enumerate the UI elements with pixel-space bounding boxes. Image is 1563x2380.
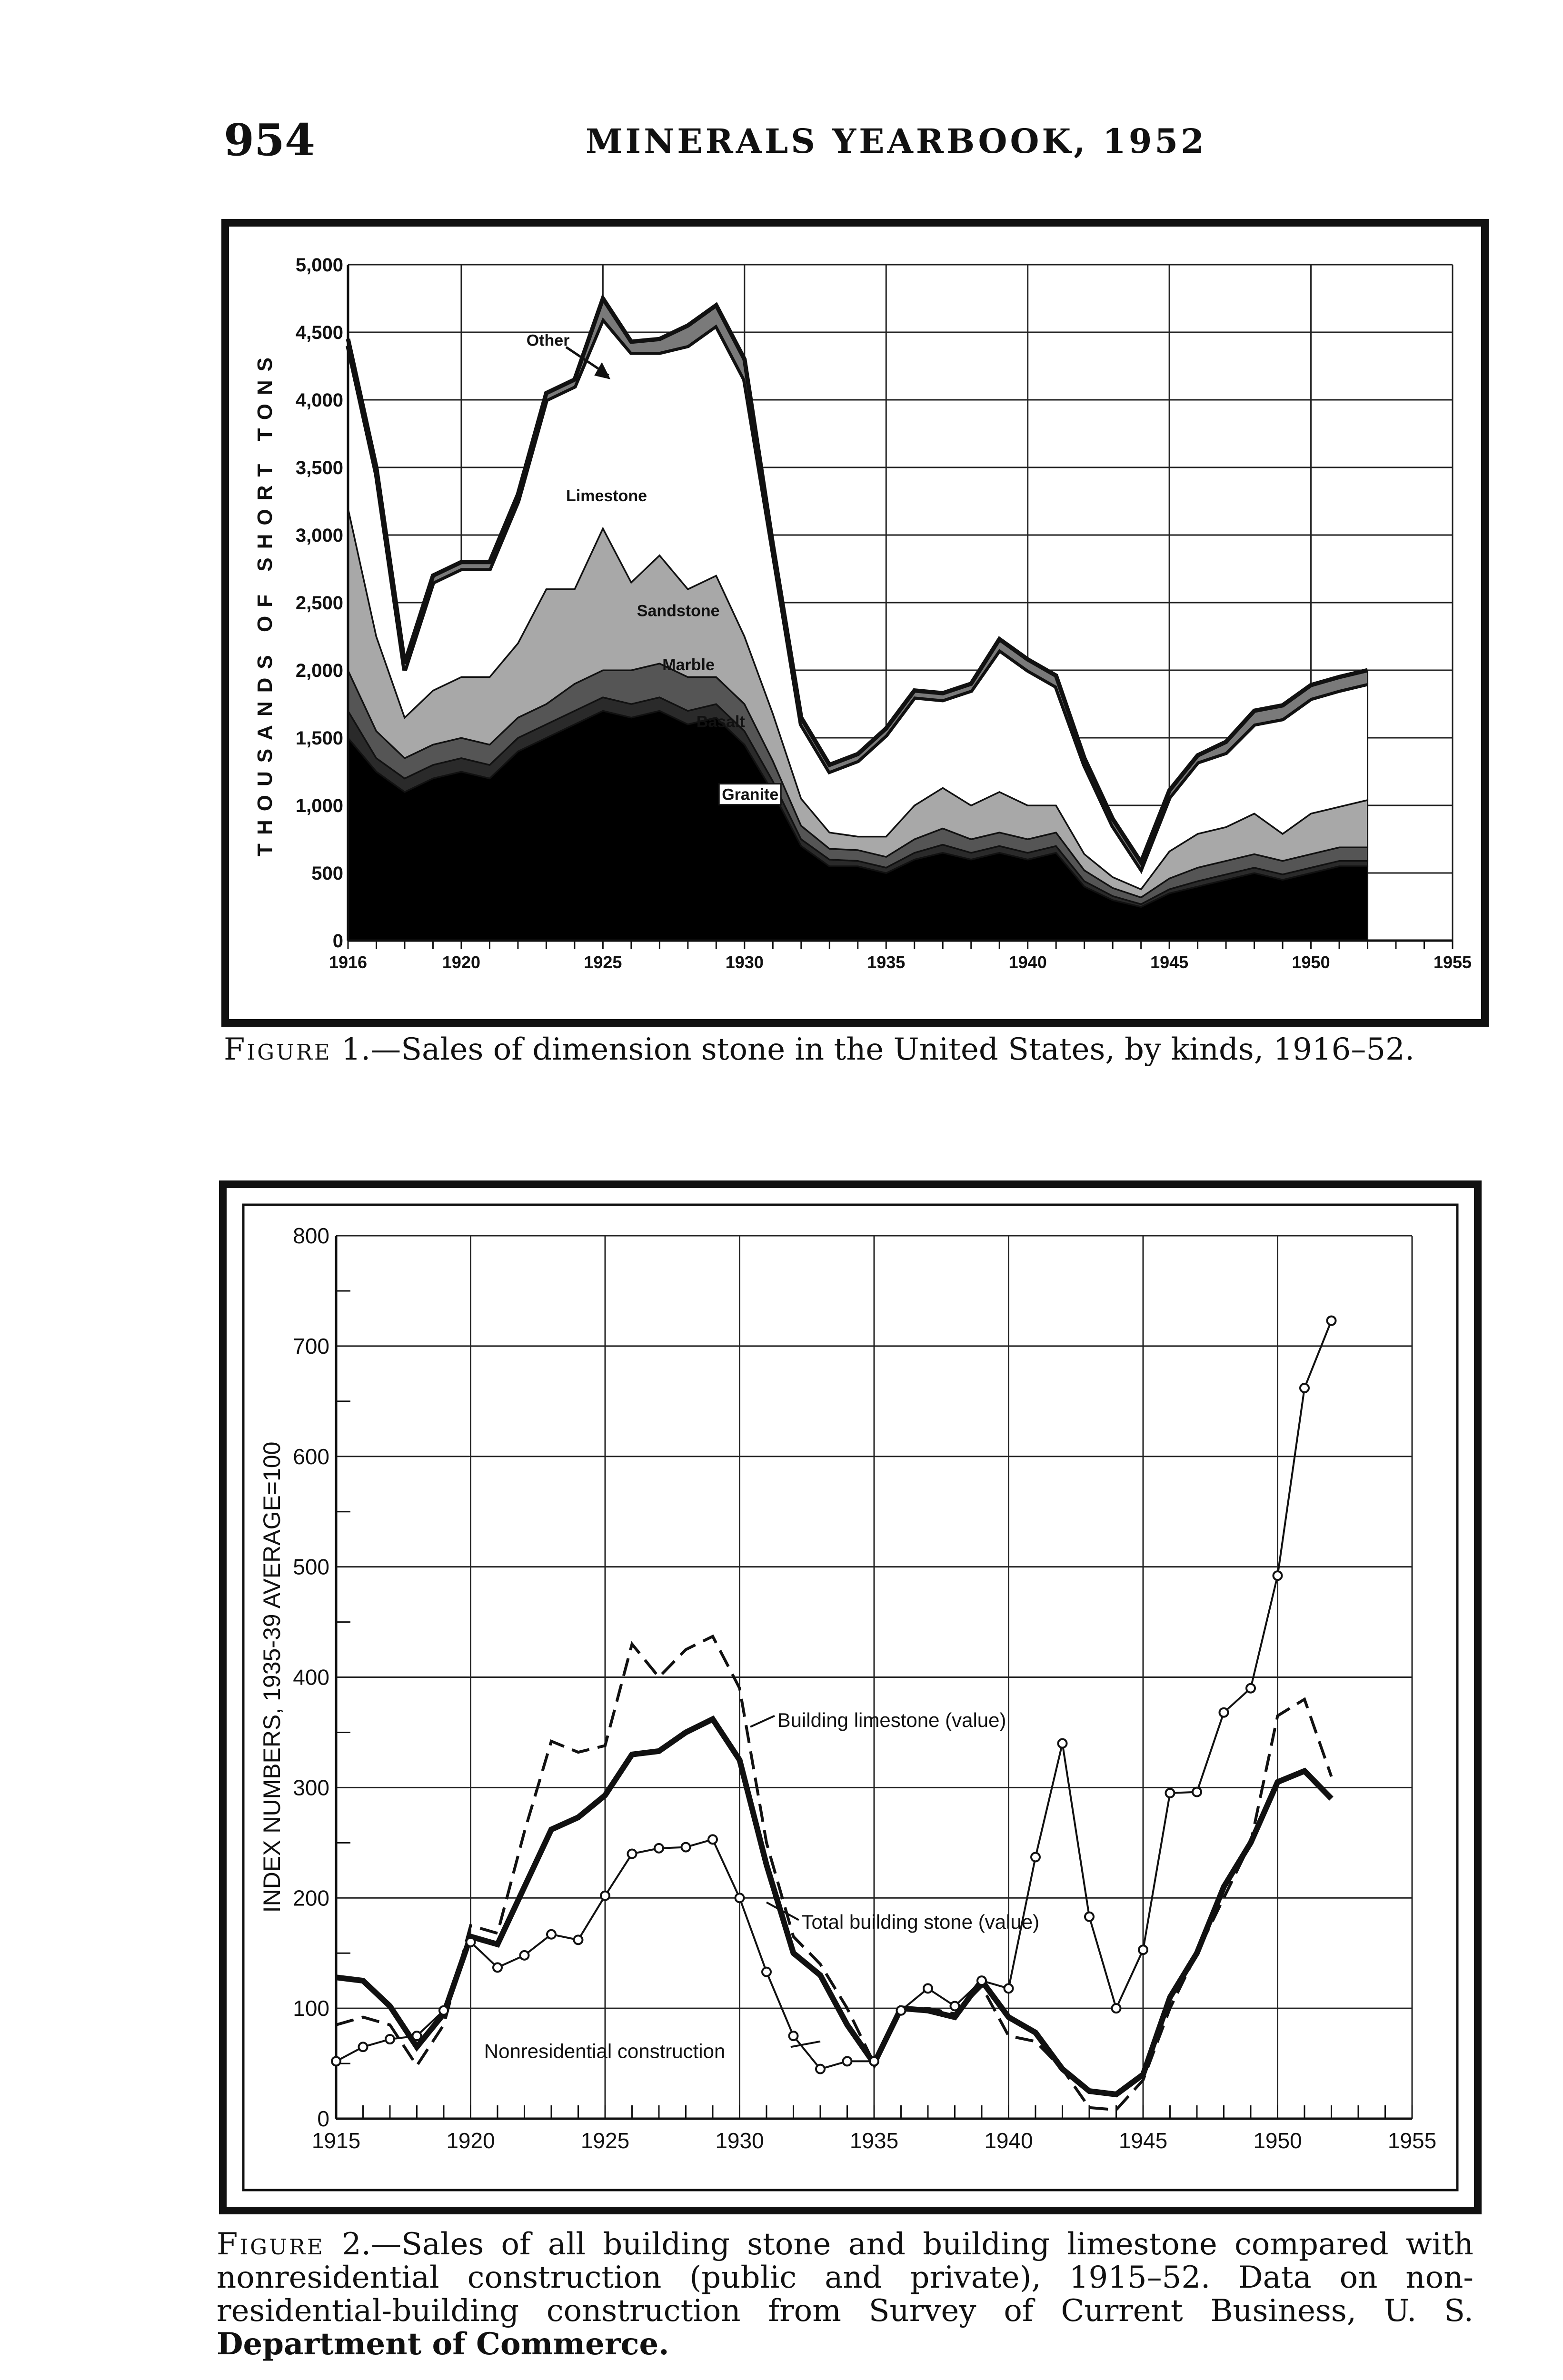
- fig2-nonresidential-point: [708, 1835, 717, 1844]
- fig2-nonresidential-point: [1085, 1913, 1094, 1921]
- figure1-caption-text: 1.—Sales of dimension stone in the United States, by kinds, 1916–52.: [341, 1032, 1415, 1067]
- fig1-x-tick-label: 1940: [1008, 952, 1047, 972]
- page-number: 954: [224, 114, 316, 166]
- fig2-nonresidential-point: [1246, 1684, 1255, 1693]
- figure2-caption-label: Figure: [217, 2227, 325, 2262]
- figure1-caption: [224, 1033, 1481, 1066]
- fig2-nonresidential-point: [1300, 1384, 1309, 1392]
- fig2-annotation-nonresidential: Nonresidential construction: [484, 2040, 726, 2063]
- fig2-nonresidential-point: [601, 1892, 609, 1900]
- fig2-x-tick-label: 1920: [446, 2128, 495, 2153]
- fig2-nonresidential-point: [467, 1938, 475, 1946]
- fig1-x-tick-label: 1920: [442, 952, 480, 972]
- fig2-y-tick-label: 800: [293, 1223, 329, 1248]
- fig1-x-tick-label: 1955: [1433, 952, 1472, 972]
- fig1-y-tick-label: 3,500: [295, 457, 343, 478]
- fig2-series-line-2: [336, 1321, 1332, 2069]
- fig1-annotation-sandstone: Sandstone: [637, 602, 720, 620]
- fig2-x-tick-label: 1955: [1387, 2128, 1437, 2153]
- figure2-chart: [227, 1188, 1474, 2207]
- fig2-nonresidential-point: [762, 1968, 771, 1976]
- fig2-y-tick-label: 400: [293, 1665, 329, 1690]
- figure1-caption-label: Figure: [224, 1032, 332, 1067]
- figure2-chart-frame: [219, 1180, 1482, 2214]
- fig2-nonresidential-point: [1031, 1853, 1040, 1861]
- fig1-x-tick-label: 1916: [329, 952, 368, 972]
- fig2-x-tick-label: 1930: [715, 2128, 764, 2153]
- fig2-limestone-arrow: [750, 1716, 775, 1727]
- fig1-y-tick-label: 1,500: [295, 728, 343, 749]
- fig1-x-tick-label: 1950: [1292, 952, 1330, 972]
- fig2-annotation-total-building-stone: Total building stone (value): [801, 1911, 1040, 1934]
- fig2-nonresidential-point: [520, 1951, 529, 1960]
- fig2-y-tick-label: 300: [293, 1775, 329, 1800]
- fig2-nonresidential-point: [682, 1843, 690, 1852]
- fig2-nonresidential-point: [1327, 1317, 1336, 1325]
- fig2-y-tick-label: 500: [293, 1554, 329, 1579]
- fig2-nonresidential-point: [1005, 1984, 1013, 1993]
- figure2-caption-source: Department of Commerce.: [217, 2326, 669, 2362]
- fig2-x-tick-label: 1940: [984, 2128, 1033, 2153]
- fig2-y-tick-label: 0: [317, 2106, 329, 2131]
- fig2-nonresidential-point: [924, 1984, 932, 1993]
- fig2-nonresidential-point: [332, 2057, 340, 2065]
- fig1-areas: [348, 298, 1368, 941]
- fig2-annotation-building-limestone: Building limestone (value): [777, 1708, 1006, 1731]
- fig2-x-tick-label: 1950: [1253, 2128, 1302, 2153]
- fig1-y-tick-label: 3,000: [295, 525, 343, 546]
- fig1-y-tick-label: 5,000: [295, 255, 343, 276]
- fig1-x-tick-label: 1930: [725, 952, 764, 972]
- fig2-y-tick-label: 200: [293, 1885, 329, 1911]
- fig2-nonresidential-point: [1058, 1739, 1067, 1748]
- figure1-chart-frame: [221, 219, 1489, 1027]
- fig1-y-tick-label: 4,000: [295, 390, 343, 411]
- fig1-annotation-granite: Granite: [722, 785, 779, 804]
- fig1-y-axis-title: THOUSANDS OF SHORT TONS: [253, 349, 277, 856]
- fig1-annotation-basalt: Basalt: [696, 713, 745, 731]
- fig1-x-tick-label: 1935: [867, 952, 906, 972]
- fig1-annotation-limestone: Limestone: [566, 487, 647, 505]
- figure1-chart: [229, 227, 1481, 1019]
- fig2-nonresidential-point: [1112, 2004, 1121, 2013]
- fig2-nonresidential-point: [897, 2006, 906, 2015]
- fig2-nonresidential-point: [870, 2057, 878, 2065]
- running-title: MINERALS YEARBOOK, 1952: [586, 121, 1207, 161]
- fig2-nonresidential-point: [574, 1935, 583, 1944]
- fig2-y-axis-title: INDEX NUMBERS, 1935-39 AVERAGE=100: [259, 1441, 285, 1913]
- fig2-nonresidential-point: [439, 2006, 448, 2015]
- fig2-y-tick-label: 100: [293, 1996, 329, 2021]
- fig1-y-tick-label: 500: [311, 863, 343, 884]
- fig2-nonresidential-point: [736, 1894, 744, 1902]
- fig2-nonresidential-point: [816, 2065, 825, 2073]
- fig2-x-tick-label: 1925: [580, 2128, 630, 2153]
- fig2-nonresidential-point: [655, 1844, 663, 1853]
- fig2-nonresidential-point: [977, 1976, 986, 1985]
- fig1-y-tick-label: 2,500: [295, 593, 343, 614]
- fig1-y-tick-label: 0: [332, 931, 343, 952]
- figure2-caption: [217, 2228, 1473, 2361]
- fig2-x-tick-label: 1945: [1118, 2128, 1168, 2153]
- fig2-y-tick-label: 600: [293, 1444, 329, 1469]
- fig2-x-tick-label: 1915: [311, 2128, 361, 2153]
- fig1-annotation-other: Other: [526, 331, 570, 350]
- fig2-nonresidential-point: [413, 2032, 421, 2040]
- fig2-nonresidential-point: [1166, 1789, 1175, 1797]
- fig2-nonresidential-point: [359, 2043, 368, 2051]
- fig2-nonresidential-point: [1220, 1708, 1228, 1717]
- fig2-x-tick-label: 1935: [849, 2128, 899, 2153]
- fig2-nonresidential-point: [547, 1930, 556, 1939]
- fig2-nonresidential-point: [951, 2002, 959, 2010]
- fig2-series-line-1: [336, 1719, 1332, 2094]
- fig2-nonresidential-point: [1193, 1788, 1201, 1796]
- fig1-y-tick-label: 1,000: [295, 795, 343, 816]
- fig2-nonresidential-point: [1274, 1571, 1282, 1580]
- fig2-nonresidential-arrow: [791, 2042, 820, 2047]
- fig1-y-tick-label: 4,500: [295, 322, 343, 343]
- fig1-x-tick-label: 1925: [584, 952, 622, 972]
- fig2-inner-border: [243, 1205, 1457, 2190]
- fig2-nonresidential-point: [843, 2057, 852, 2065]
- fig1-y-tick-label: 2,000: [295, 660, 343, 681]
- fig1-annotation-marble: Marble: [662, 656, 715, 674]
- fig2-grid: [336, 1236, 1412, 2119]
- fig2-series-line-0: [336, 1636, 1332, 2110]
- fig2-nonresidential-point: [789, 2032, 798, 2040]
- fig2-nonresidential-point: [628, 1850, 637, 1858]
- fig2-nonresidential-point: [493, 1963, 502, 1972]
- fig2-nonresidential-point: [386, 2035, 394, 2043]
- fig2-nonresidential-point: [1139, 1945, 1147, 1954]
- figure2-caption-text: 2.—Sales of all building stone and building limestone compared with nonresidential construction (public and private), 1915–52. Data on non-residential-building construction from Survey of Current Business, U. S.: [217, 2227, 1474, 2329]
- fig1-x-tick-label: 1945: [1150, 952, 1189, 972]
- fig2-y-tick-label: 700: [293, 1333, 329, 1359]
